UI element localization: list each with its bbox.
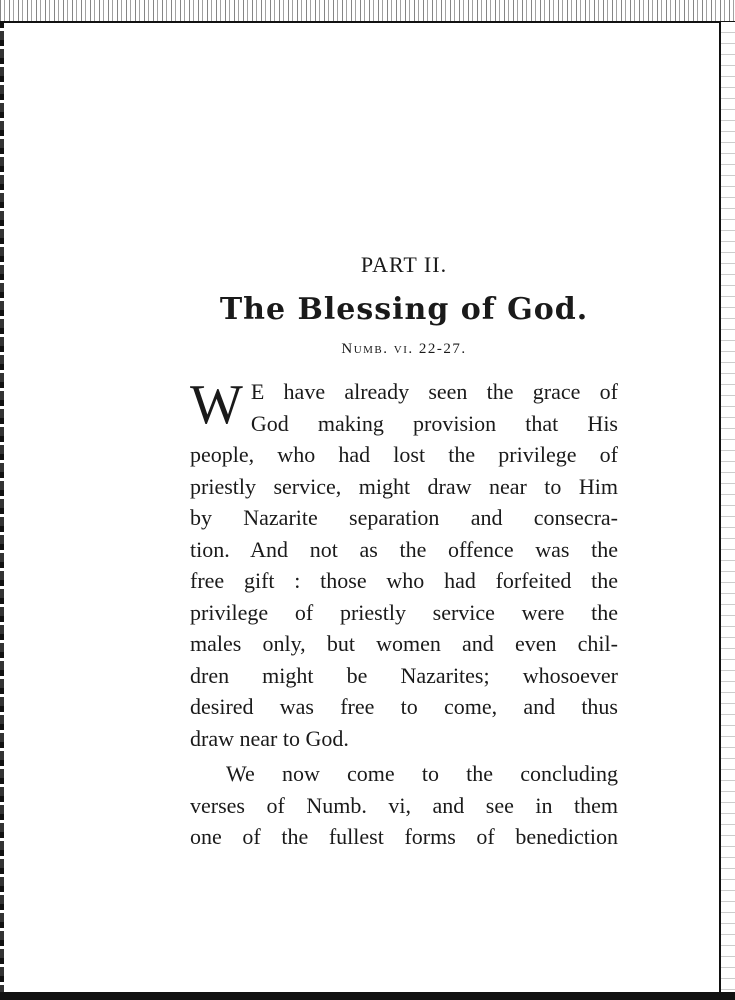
page-left-edge bbox=[0, 22, 4, 992]
page-right-edge bbox=[719, 22, 735, 994]
text-line: tion. And not as the offence was the bbox=[190, 536, 618, 562]
paragraph-1 bbox=[190, 376, 618, 754]
text-line: privilege of priestly service were the bbox=[190, 599, 618, 625]
text-line: people, who had lost the privilege of bbox=[190, 442, 618, 467]
page-content bbox=[190, 252, 618, 853]
page-bottom-edge bbox=[0, 992, 735, 1000]
text-line: verses of Numb. vi, and see in them bbox=[190, 792, 618, 818]
text-line: males only, but women and even chil- bbox=[190, 631, 618, 656]
text-line: We now come to the concluding bbox=[226, 761, 618, 786]
drop-cap: W bbox=[190, 374, 243, 436]
paragraph-2 bbox=[190, 758, 618, 853]
text-line: desired was free to come, and thus bbox=[190, 694, 618, 719]
text-line: free gift : those who had forfeited the bbox=[190, 568, 618, 593]
text-line: dren might be Nazarites; whosoever bbox=[190, 662, 618, 688]
part-heading: PART II. bbox=[360, 252, 448, 277]
page-top-rule bbox=[0, 21, 735, 23]
text-line: one of the fullest forms of benediction bbox=[190, 824, 618, 849]
text-line: E have already seen the grace of bbox=[250, 379, 618, 404]
text-line: priestly service, might draw near to Him bbox=[190, 473, 618, 499]
page-top-edge bbox=[0, 0, 735, 22]
text-line: God making provision that His bbox=[250, 410, 618, 436]
scripture-reference: Numb. vi. 22-27. bbox=[341, 341, 467, 357]
chapter-title: The Blessing of God. bbox=[219, 292, 589, 327]
text-line: draw near to God. bbox=[190, 725, 349, 751]
text-line: by Nazarite separation and consecra- bbox=[190, 505, 618, 530]
